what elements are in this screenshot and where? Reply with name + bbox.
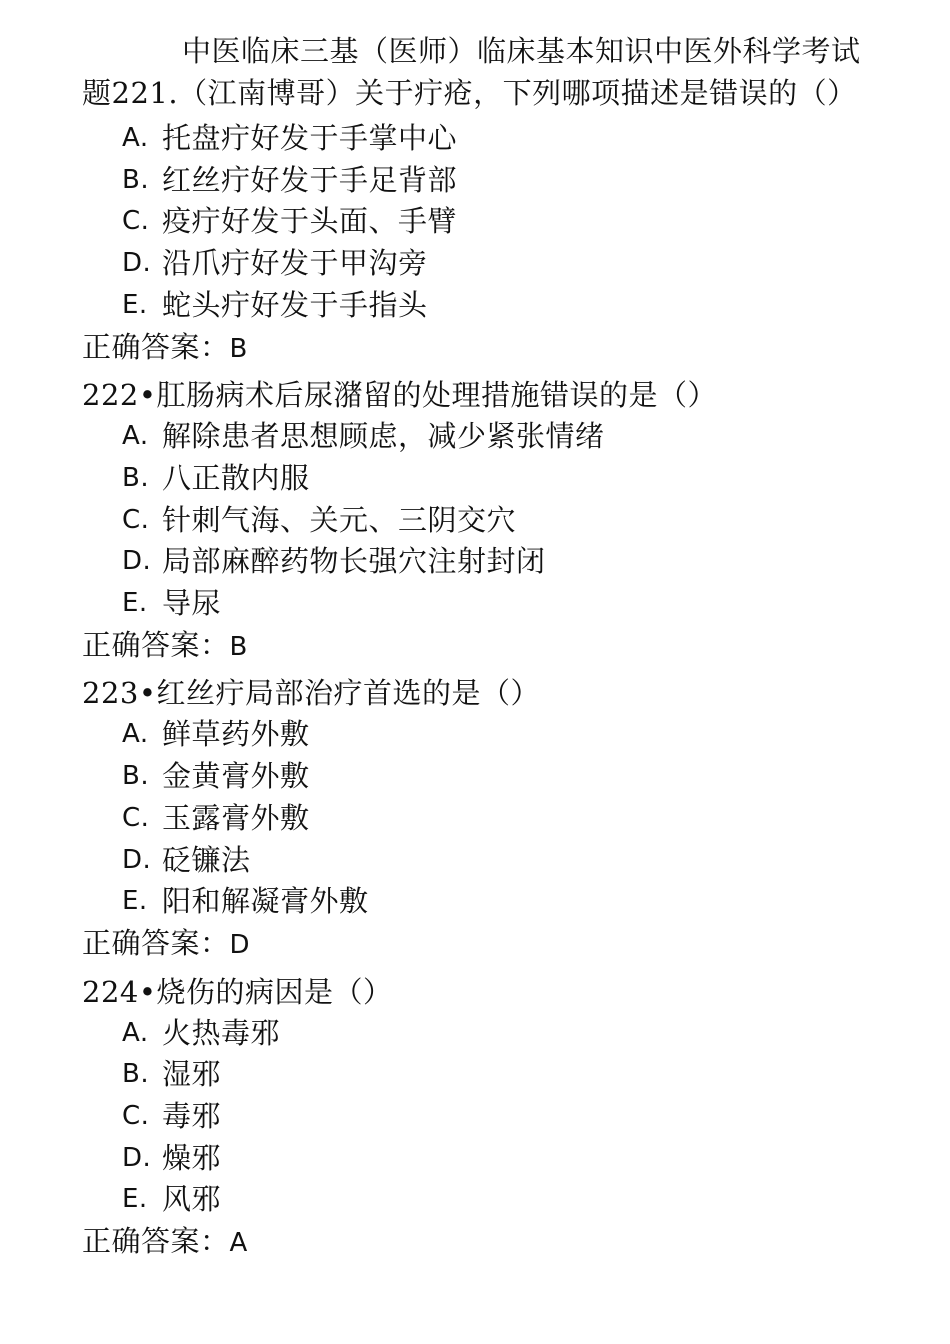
question-stem: 224•烧伤的病因是（） <box>82 974 393 1009</box>
option-text: 风邪 <box>162 1182 222 1217</box>
option-letter: C. <box>122 504 150 535</box>
question-stem: 223•红丝疔局部治疗首选的是（） <box>82 676 540 711</box>
option-item <box>82 1054 872 1096</box>
option-letter: A. <box>122 123 149 153</box>
option-letter: E. <box>122 1184 148 1215</box>
option-item <box>82 201 872 243</box>
option-item <box>82 416 872 458</box>
option-item <box>82 458 872 500</box>
option-text: 解除患者思想顾虑，减少紧张情绪 <box>162 419 605 454</box>
option-letter: D. <box>122 546 152 577</box>
answer-label: 正确答案： <box>82 627 230 662</box>
answer-label: 正确答案： <box>82 925 230 960</box>
option-letter: E. <box>122 289 148 320</box>
option-text: 火热毒邪 <box>162 1015 281 1050</box>
option-letter: B. <box>122 164 150 195</box>
answer-line <box>82 327 872 371</box>
option-text: 毒邪 <box>162 1099 222 1134</box>
option-text: 红丝疔好发于手足背部 <box>162 162 458 197</box>
option-text: 沿爪疔好发于甲沟旁 <box>162 246 428 281</box>
option-item <box>82 881 872 923</box>
option-text: 金黄膏外敷 <box>162 759 310 794</box>
option-item <box>82 840 872 882</box>
option-text: 针刺气海、关元、三阴交穴 <box>162 502 517 537</box>
answer-value: B <box>229 333 248 364</box>
option-letter: A. <box>122 719 149 750</box>
option-letter: C. <box>122 1101 150 1132</box>
option-item <box>82 1138 872 1180</box>
option-list <box>82 1013 872 1222</box>
option-item <box>82 756 872 798</box>
option-item <box>82 541 872 583</box>
option-item <box>82 500 872 542</box>
option-letter: D. <box>122 248 152 279</box>
option-item <box>82 118 872 160</box>
option-item <box>82 583 872 625</box>
option-text: 八正散内服 <box>162 460 310 495</box>
option-text: 蛇头疔好发于手指头 <box>162 287 428 322</box>
question-block-223 <box>82 672 872 966</box>
option-item <box>82 1013 872 1055</box>
option-letter: B. <box>122 761 150 792</box>
option-letter: B. <box>122 462 150 493</box>
question-stem: 222•肛肠病术后尿潴留的处理措施错误的是（） <box>82 378 717 413</box>
option-item <box>82 243 872 285</box>
option-letter: E. <box>122 588 148 619</box>
answer-line <box>82 625 872 669</box>
question-block-221 <box>82 118 872 370</box>
option-letter: A. <box>122 421 149 452</box>
answer-line <box>82 1221 872 1265</box>
answer-value: A <box>229 1228 248 1259</box>
question-block-224 <box>82 971 872 1265</box>
answer-line <box>82 923 872 967</box>
option-text: 湿邪 <box>162 1057 222 1092</box>
document-page <box>82 30 872 1265</box>
option-text: 燥邪 <box>162 1140 222 1175</box>
option-item <box>82 1096 872 1138</box>
option-letter: A. <box>122 1017 149 1048</box>
answer-value: D <box>229 929 251 960</box>
answer-label: 正确答案： <box>82 1224 230 1259</box>
option-text: 托盘疔好发于手掌中心 <box>162 121 458 155</box>
option-text: 疫疔好发于头面、手臂 <box>162 204 458 239</box>
option-text: 导尿 <box>162 586 222 621</box>
option-letter: C. <box>122 206 150 237</box>
document-intro: 中医临床三基（医师）临床基本知识中医外科学考试题221.（江南博哥）关于疔疮，下列哪项描述是错误的（） <box>82 34 861 110</box>
option-text: 玉露膏外敷 <box>162 800 310 835</box>
answer-label: 正确答案： <box>82 329 230 364</box>
option-letter: C. <box>122 802 150 833</box>
option-text: 鲜草药外敷 <box>162 717 310 752</box>
option-text: 阳和解凝膏外敷 <box>162 884 369 919</box>
option-list <box>82 416 872 625</box>
option-item <box>82 714 872 756</box>
question-block-222 <box>82 374 872 668</box>
option-list <box>82 118 872 327</box>
option-letter: D. <box>122 844 152 875</box>
option-letter: E. <box>122 886 148 917</box>
option-item <box>82 285 872 327</box>
option-list <box>82 714 872 923</box>
option-letter: B. <box>122 1059 150 1090</box>
option-text: 砭镰法 <box>162 842 251 877</box>
option-item <box>82 1179 872 1221</box>
answer-value: B <box>229 631 248 662</box>
option-item <box>82 798 872 840</box>
option-letter: D. <box>122 1142 152 1173</box>
option-text: 局部麻醉药物长强穴注射封闭 <box>162 544 546 579</box>
option-item <box>82 160 872 202</box>
